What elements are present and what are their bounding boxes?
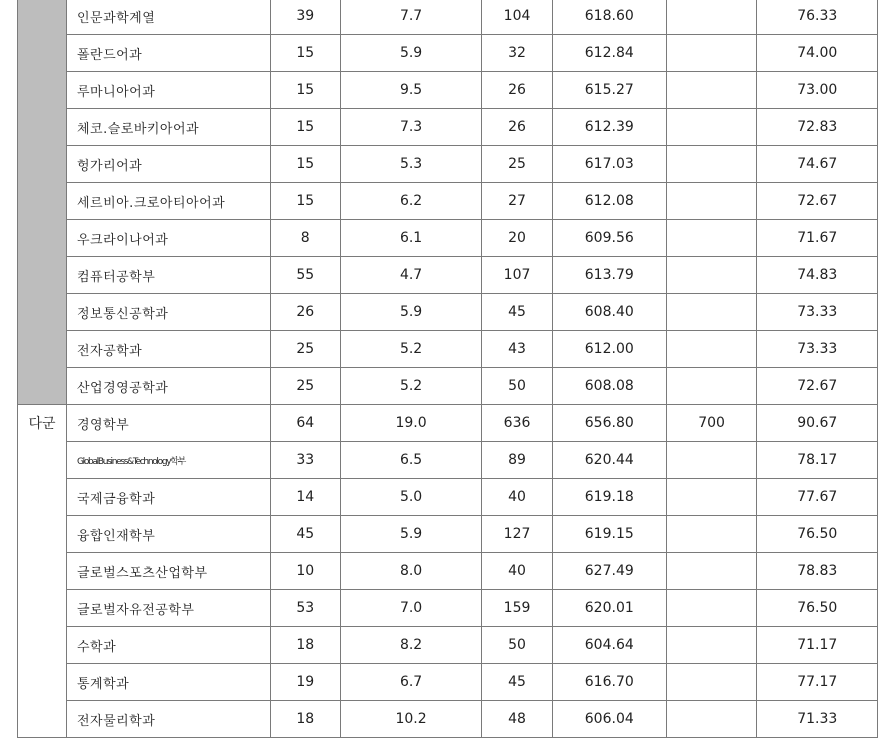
dept-name-cell: 글로벌자유전공학부 — [66, 590, 270, 627]
table-row — [18, 257, 878, 294]
table-row — [18, 664, 878, 701]
table-row — [18, 220, 878, 257]
score-cell: 619.18 — [552, 479, 666, 516]
extra-cell — [666, 701, 757, 738]
ratio-cell: 5.9 — [341, 294, 482, 331]
applicants-cell: 104 — [482, 0, 553, 35]
dept-name-cell: 정보통신공학과 — [66, 294, 270, 331]
ratio-cell: 5.9 — [341, 516, 482, 553]
dept-name-cell: 전자물리학과 — [66, 701, 270, 738]
score-cell: 618.60 — [552, 0, 666, 35]
applicants-cell: 107 — [482, 257, 553, 294]
last-score-cell: 74.67 — [757, 146, 878, 183]
ratio-cell: 7.3 — [341, 109, 482, 146]
score-cell: 627.49 — [552, 553, 666, 590]
score-cell: 608.40 — [552, 294, 666, 331]
applicants-cell: 127 — [482, 516, 553, 553]
table-row — [18, 479, 878, 516]
last-score-cell: 73.33 — [757, 294, 878, 331]
table-row — [18, 368, 878, 405]
dept-name-cell: 융합인재학부 — [66, 516, 270, 553]
group-cell-first — [18, 0, 67, 405]
ratio-cell: 5.2 — [341, 331, 482, 368]
table-row — [18, 109, 878, 146]
extra-cell — [666, 479, 757, 516]
extra-cell — [666, 183, 757, 220]
quota-cell: 15 — [270, 72, 340, 109]
dept-name-cell: 우크라이나어과 — [66, 220, 270, 257]
ratio-cell: 8.2 — [341, 627, 482, 664]
extra-cell — [666, 257, 757, 294]
last-score-cell: 78.83 — [757, 553, 878, 590]
ratio-cell: 7.7 — [341, 0, 482, 35]
applicants-cell: 20 — [482, 220, 553, 257]
applicants-cell: 636 — [482, 405, 553, 442]
table-row — [18, 590, 878, 627]
dept-name-cell: 글로벌스포츠산업학부 — [66, 553, 270, 590]
table-row — [18, 0, 878, 35]
quota-cell: 15 — [270, 146, 340, 183]
last-score-cell: 74.00 — [757, 35, 878, 72]
applicants-cell: 25 — [482, 146, 553, 183]
ratio-cell: 7.0 — [341, 590, 482, 627]
ratio-cell: 6.5 — [341, 442, 482, 479]
last-score-cell: 76.50 — [757, 590, 878, 627]
extra-cell — [666, 553, 757, 590]
group-cell-dagun — [18, 405, 67, 738]
score-cell: 656.80 — [552, 405, 666, 442]
dept-name-cell: GlobalBusiness&Technology학부 — [66, 442, 270, 479]
last-score-cell: 76.33 — [757, 0, 878, 35]
ratio-cell: 5.2 — [341, 368, 482, 405]
ratio-cell: 4.7 — [341, 257, 482, 294]
extra-cell — [666, 146, 757, 183]
table-row — [18, 72, 878, 109]
score-cell: 612.00 — [552, 331, 666, 368]
table-row — [18, 146, 878, 183]
ratio-cell: 8.0 — [341, 553, 482, 590]
last-score-cell: 76.50 — [757, 516, 878, 553]
dept-name-cell: 인문과학계열 — [66, 0, 270, 35]
last-score-cell: 77.17 — [757, 664, 878, 701]
extra-cell — [666, 442, 757, 479]
ratio-cell: 5.9 — [341, 35, 482, 72]
table-row — [18, 294, 878, 331]
table-row — [18, 627, 878, 664]
quota-cell: 10 — [270, 553, 340, 590]
applicants-cell: 45 — [482, 294, 553, 331]
table-row — [18, 442, 878, 479]
applicants-cell: 43 — [482, 331, 553, 368]
applicants-cell: 89 — [482, 442, 553, 479]
score-cell: 612.08 — [552, 183, 666, 220]
extra-cell — [666, 0, 757, 35]
score-cell: 613.79 — [552, 257, 666, 294]
extra-cell — [666, 516, 757, 553]
last-score-cell: 90.67 — [757, 405, 878, 442]
quota-cell: 64 — [270, 405, 340, 442]
ratio-cell: 10.2 — [341, 701, 482, 738]
last-score-cell: 72.67 — [757, 183, 878, 220]
group-label: 다군 — [28, 416, 56, 432]
applicants-cell: 26 — [482, 109, 553, 146]
last-score-cell: 73.33 — [757, 331, 878, 368]
last-score-cell: 73.00 — [757, 72, 878, 109]
quota-cell: 19 — [270, 664, 340, 701]
table-row — [18, 516, 878, 553]
ratio-cell: 5.0 — [341, 479, 482, 516]
dept-name-cell: 산업경영공학과 — [66, 368, 270, 405]
dept-name-cell: 컴퓨터공학부 — [66, 257, 270, 294]
last-score-cell: 71.67 — [757, 220, 878, 257]
last-score-cell: 77.67 — [757, 479, 878, 516]
ratio-cell: 19.0 — [341, 405, 482, 442]
applicants-cell: 48 — [482, 701, 553, 738]
extra-cell — [666, 627, 757, 664]
quota-cell: 15 — [270, 35, 340, 72]
quota-cell: 25 — [270, 331, 340, 368]
extra-cell — [666, 331, 757, 368]
applicants-cell: 50 — [482, 627, 553, 664]
quota-cell: 14 — [270, 479, 340, 516]
last-score-cell: 72.83 — [757, 109, 878, 146]
dept-name-cell: 수학과 — [66, 627, 270, 664]
quota-cell: 45 — [270, 516, 340, 553]
score-cell: 604.64 — [552, 627, 666, 664]
table-row — [18, 553, 878, 590]
last-score-cell: 71.17 — [757, 627, 878, 664]
quota-cell: 53 — [270, 590, 340, 627]
ratio-cell: 6.2 — [341, 183, 482, 220]
quota-cell: 26 — [270, 294, 340, 331]
score-cell: 612.39 — [552, 109, 666, 146]
table-row — [18, 405, 878, 442]
extra-cell — [666, 220, 757, 257]
extra-cell — [666, 294, 757, 331]
score-cell: 609.56 — [552, 220, 666, 257]
extra-cell — [666, 109, 757, 146]
last-score-cell: 71.33 — [757, 701, 878, 738]
ratio-cell: 5.3 — [341, 146, 482, 183]
table-row — [18, 183, 878, 220]
quota-cell: 33 — [270, 442, 340, 479]
dept-name-cell: 전자공학과 — [66, 331, 270, 368]
score-cell: 617.03 — [552, 146, 666, 183]
applicants-cell: 26 — [482, 72, 553, 109]
score-cell: 615.27 — [552, 72, 666, 109]
quota-cell: 39 — [270, 0, 340, 35]
last-score-cell: 78.17 — [757, 442, 878, 479]
score-cell: 620.44 — [552, 442, 666, 479]
applicants-cell: 50 — [482, 368, 553, 405]
score-cell: 620.01 — [552, 590, 666, 627]
applicants-cell: 40 — [482, 479, 553, 516]
dept-name-cell: 통계학과 — [66, 664, 270, 701]
applicants-cell: 27 — [482, 183, 553, 220]
applicants-cell: 32 — [482, 35, 553, 72]
table-row — [18, 701, 878, 738]
quota-cell: 25 — [270, 368, 340, 405]
extra-cell — [666, 368, 757, 405]
dept-name-cell: 경영학부 — [66, 405, 270, 442]
applicants-cell: 40 — [482, 553, 553, 590]
score-cell: 608.08 — [552, 368, 666, 405]
applicants-cell: 159 — [482, 590, 553, 627]
table-row — [18, 331, 878, 368]
ratio-cell: 6.1 — [341, 220, 482, 257]
quota-cell: 8 — [270, 220, 340, 257]
dept-name-cell: 체코.슬로바키아어과 — [66, 109, 270, 146]
quota-cell: 18 — [270, 701, 340, 738]
last-score-cell: 72.67 — [757, 368, 878, 405]
score-cell: 612.84 — [552, 35, 666, 72]
dept-name-cell: 헝가리어과 — [66, 146, 270, 183]
admissions-table — [17, 0, 878, 738]
quota-cell: 18 — [270, 627, 340, 664]
ratio-cell: 6.7 — [341, 664, 482, 701]
quota-cell: 55 — [270, 257, 340, 294]
dept-name-cell: 폴란드어과 — [66, 35, 270, 72]
ratio-cell: 9.5 — [341, 72, 482, 109]
dept-name-cell: 세르비아.크로아티아어과 — [66, 183, 270, 220]
last-score-cell: 74.83 — [757, 257, 878, 294]
applicants-cell: 45 — [482, 664, 553, 701]
extra-cell — [666, 72, 757, 109]
score-cell: 606.04 — [552, 701, 666, 738]
extra-cell: 700 — [666, 405, 757, 442]
extra-cell — [666, 664, 757, 701]
quota-cell: 15 — [270, 183, 340, 220]
extra-cell — [666, 590, 757, 627]
score-cell: 619.15 — [552, 516, 666, 553]
table-row — [18, 35, 878, 72]
quota-cell: 15 — [270, 109, 340, 146]
dept-name-cell: 국제금융학과 — [66, 479, 270, 516]
dept-name-cell: 루마니아어과 — [66, 72, 270, 109]
score-cell: 616.70 — [552, 664, 666, 701]
extra-cell — [666, 35, 757, 72]
